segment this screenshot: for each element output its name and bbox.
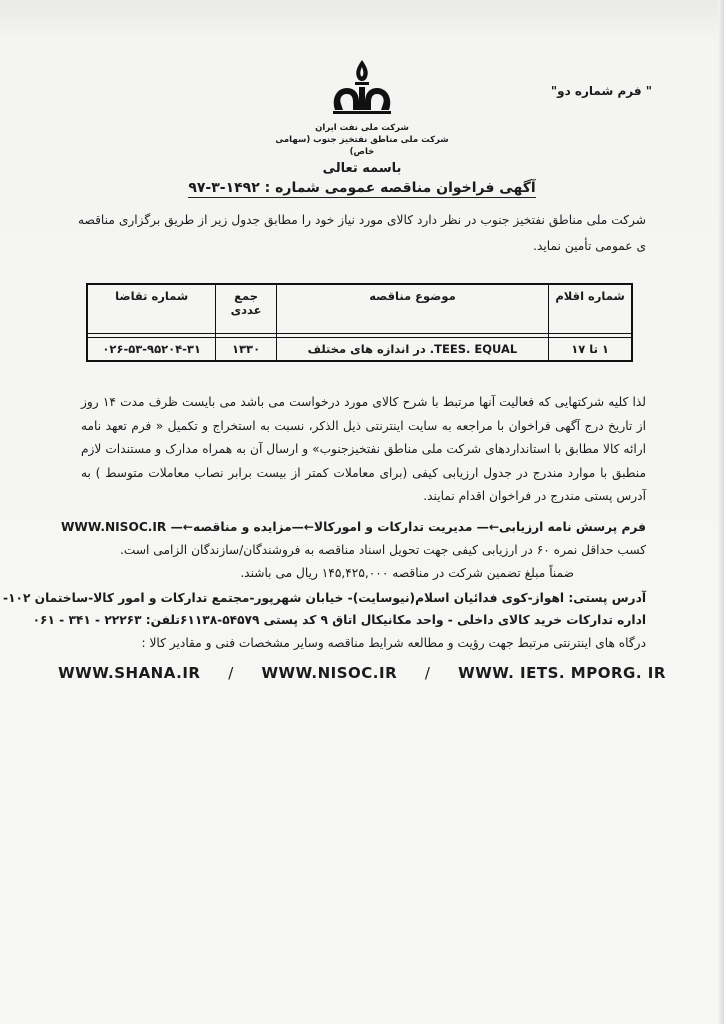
address-line-2: اداره تدارکات خرید کالای داخلی - واحد مکانیکال اتاق ۹ کد پستی ۵۴۵۷۹-۶۱۱۳۸تلفن: ۲۲۲۶۳ - ۳۴۱ - ۰۶۱ xyxy=(32,613,646,627)
table-header-row xyxy=(87,284,632,334)
header-total: جمع عددی xyxy=(216,284,276,334)
tender-headline-text: آگهی فراخوان مناقصه عمومی شماره : ۱۴۹۲-۳-۹۷ xyxy=(188,180,536,196)
website-link-iets[interactable]: WWW. IETS. MPORG. IR xyxy=(458,664,666,682)
scan-edge-shadow xyxy=(718,0,724,1024)
company-header xyxy=(262,58,462,158)
header-request: شماره تقاضا xyxy=(87,284,216,334)
website-link-nisoc[interactable]: WWW.NISOC.IR xyxy=(261,664,398,682)
table-row xyxy=(87,338,632,362)
company-name: شرکت ملی نفت ایران xyxy=(315,123,409,133)
portals-note: درگاه های اینترنتی مرتبط جهت رؤیت و مطالعه شرایط مناقصه وسایر مشخصات فنی و مقادیر کالا : xyxy=(141,636,646,650)
guarantee-note: ضمناً مبلغ تضمین شرکت در مناقصه ۱۴۵,۴۲۵,۰۰۰ ریال می باشند. xyxy=(240,566,574,580)
address-line-1: آدرس پستی: اهواز-کوی فدائیان اسلام(نیوسایت)- خیابان شهرپور-مجتمع تدارکات و امور کالا-ساختمان ۱۰۲- xyxy=(3,591,646,605)
intro-paragraph: شرکت ملی مناطق نفتخیز جنوب در نظر دارد کالای مورد نیاز خود را مطابق جدول زیر از طریق برگزاری مناقصه ی عمومی تأمین نماید. xyxy=(78,213,646,253)
company-subsidiary: شرکت ملی مناطق نفتخیز جنوب (سهامی خاص) xyxy=(275,135,449,157)
cell-items: ۱ تا ۱۷ xyxy=(549,338,632,362)
form-number-label: " فرم شماره دو" xyxy=(550,84,652,98)
minimum-score-note: کسب حداقل نمره ۶۰ در ارزیابی کیفی جهت تحویل اسناد مناقصه به فروشندگان/سازندگان الزامی است. xyxy=(119,543,646,557)
cell-total: ۱۳۳۰ xyxy=(216,338,276,362)
nioc-logo-icon xyxy=(327,58,397,116)
header-items: شماره اقلام xyxy=(549,284,632,334)
website-list xyxy=(0,664,724,682)
header-subject: موضوع مناقصه xyxy=(276,284,548,334)
cell-subject: TEES. EQUAL. در اندازه های مختلف xyxy=(276,338,548,362)
body-paragraph: لذا کلیه شرکتهایی که فعالیت آنها مرتبط با شرح کالای مورد درخواست می باشد می بایست ظرف مدت ۱۴ روز از تاریخ درج آگهی فراخوان با مراجعه به سایت اینترنتی ذیل الذکر، نسبت به استخراج و تکمیل « فرم تعهد نامه ارائه کالا مطابق با استانداردهای شرکت ملی مناطق نفتخیزجنوب» و ارسال آن به همراه مدارک و مستندات لازم منطبق با موارد مندرج در جدول ارزیابی کیفی (برای معاملات کمتر از بیست برابر نصاب معاملات متوسط ) به آدرس پستی مندرج در فراخوان اقدام نمایند. xyxy=(81,395,646,503)
tender-table xyxy=(86,283,633,362)
website-separator: / xyxy=(424,664,431,682)
website-link-shana[interactable]: WWW.SHANA.IR xyxy=(58,664,201,682)
cell-request: ۰۲۶-۵۳-۹۵۲۰۴-۳۱ xyxy=(87,338,216,362)
tender-headline xyxy=(0,180,724,196)
website-separator: / xyxy=(228,664,234,682)
navigation-path: فرم پرسش نامه ارزیابی←— مدیریت تدارکات و امورکالا←—مزایده و مناقصه←— WWW.NISOC.IR xyxy=(60,520,646,534)
basmala: باسمه تعالی xyxy=(322,161,402,176)
